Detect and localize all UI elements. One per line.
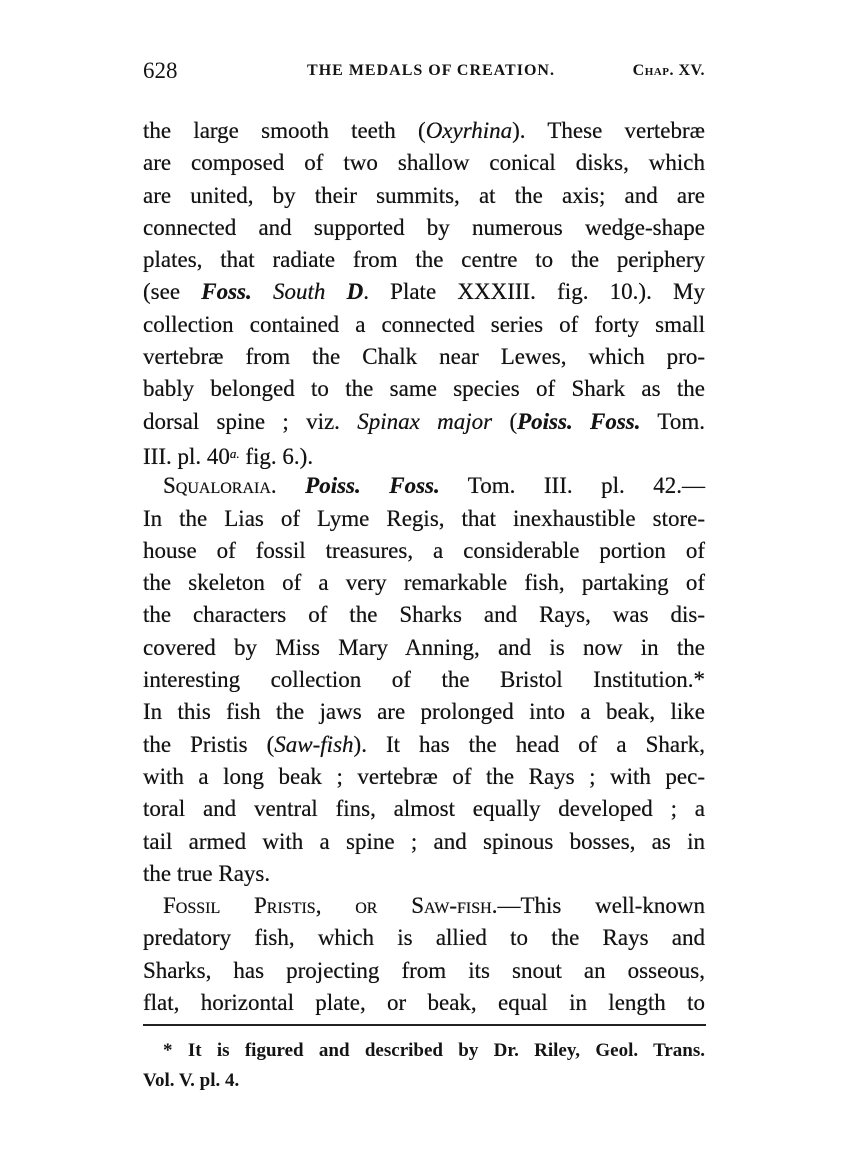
italic-text: Poiss. Foss. bbox=[305, 473, 440, 499]
text-line bbox=[143, 1036, 705, 1066]
text-run: vertebræ from the Chalk near Lewes, which pro- bbox=[143, 344, 705, 370]
text-run: bably belonged to the same species of Shark as the bbox=[143, 376, 705, 402]
text-line bbox=[143, 309, 705, 341]
text-run: the Pristis ( bbox=[143, 731, 275, 757]
text-run: the characters of the Sharks and Rays, was dis- bbox=[143, 602, 705, 628]
small-caps-heading: Squaloraia. bbox=[163, 473, 277, 499]
text-line bbox=[143, 341, 705, 373]
text-run: with a long beak ; vertebræ of the Rays ; with pec- bbox=[143, 763, 705, 789]
text-run: . Plate XXXIII. fig. 10.). My bbox=[363, 279, 705, 305]
text-line bbox=[143, 535, 705, 567]
text-run: ). These vertebræ bbox=[512, 118, 705, 143]
footnote bbox=[143, 1036, 705, 1096]
text-line bbox=[143, 373, 705, 405]
text-line bbox=[143, 664, 705, 696]
italic-text: South bbox=[272, 279, 326, 305]
text-run bbox=[252, 279, 273, 304]
text-run: plates, that radiate from the centre to the periphery bbox=[143, 247, 705, 273]
text-line bbox=[143, 212, 705, 244]
text-run: Vol. V. pl. 4. bbox=[143, 1070, 240, 1091]
text-line bbox=[143, 276, 705, 308]
text-line bbox=[143, 1066, 705, 1096]
text-line bbox=[143, 761, 705, 793]
text-line bbox=[143, 180, 705, 212]
text-run: collection contained a connected series of forty small bbox=[143, 311, 705, 337]
text-run: are united, by their summits, at the axis; and are bbox=[143, 182, 705, 208]
text-line bbox=[143, 406, 705, 438]
text-run: In the Lias of Lyme Regis, that inexhaustible store- bbox=[143, 505, 705, 531]
superscript: a. bbox=[229, 445, 240, 461]
italic-text: Spinax major bbox=[357, 408, 493, 434]
text-line bbox=[143, 729, 705, 761]
text-run: Sharks, has projecting from its snout an osseous, bbox=[143, 957, 705, 983]
text-line bbox=[143, 696, 705, 728]
text-line bbox=[143, 890, 705, 922]
text-run: (see bbox=[143, 279, 202, 305]
text-line bbox=[143, 244, 705, 276]
text-run: Tom. bbox=[640, 408, 705, 434]
text-run: ( bbox=[492, 408, 518, 434]
text-line bbox=[143, 793, 705, 825]
text-line bbox=[143, 826, 705, 858]
text-line bbox=[143, 632, 705, 664]
text-run: III. pl. 40 bbox=[143, 443, 230, 469]
text-run: interesting collection of the Bristol Institution.* bbox=[143, 667, 705, 693]
italic-text: Oxyrhina bbox=[425, 118, 513, 143]
text-run: are composed of two shallow conical disks, which bbox=[143, 150, 705, 176]
text-run: the true Rays. bbox=[143, 860, 271, 886]
text-run: Tom. III. pl. 42.— bbox=[439, 473, 705, 499]
text-run: toral and ventral fins, almost equally developed ; a bbox=[143, 796, 705, 822]
running-header bbox=[143, 58, 705, 88]
text-run: house of fossil treasures, a considerable portion of bbox=[143, 537, 705, 563]
running-title: THE MEDALS OF CREATION. bbox=[307, 62, 555, 79]
text-run: the skeleton of a very remarkable fish, partaking of bbox=[143, 570, 705, 596]
chapter-label: Chap. XV. bbox=[632, 62, 705, 79]
text-line bbox=[143, 147, 705, 179]
text-run: connected and supported by numerous wedge-shape bbox=[143, 214, 705, 240]
body-text bbox=[143, 115, 705, 1019]
text-line bbox=[143, 599, 705, 631]
text-line bbox=[143, 470, 705, 502]
text-run bbox=[325, 279, 346, 304]
italic-text: D bbox=[346, 279, 364, 305]
text-line bbox=[143, 858, 705, 890]
text-run: fig. 6.). bbox=[239, 443, 314, 469]
text-line bbox=[143, 922, 705, 954]
text-run: predatory fish, which is allied to the Rays and bbox=[143, 925, 705, 951]
text-run bbox=[277, 473, 306, 498]
text-line bbox=[143, 987, 705, 1019]
text-run: ). It has the head of a Shark, bbox=[353, 731, 705, 757]
text-run: dorsal spine ; viz. bbox=[143, 408, 358, 434]
page-number: 628 bbox=[143, 58, 178, 83]
text-line bbox=[143, 115, 705, 147]
small-caps-heading: Fossil Pristis, or Saw-fish. bbox=[163, 893, 498, 919]
text-run: flat, horizontal plate, or beak, equal in length to bbox=[143, 990, 705, 1016]
italic-text: Foss. bbox=[201, 279, 252, 305]
text-run: tail armed with a spine ; and spinous bosses, as in bbox=[143, 828, 705, 854]
italic-text: Poiss. Foss. bbox=[517, 408, 641, 434]
text-run: the large smooth teeth ( bbox=[143, 118, 426, 143]
text-line bbox=[143, 503, 705, 535]
footnote-rule bbox=[143, 1024, 706, 1026]
text-line bbox=[143, 567, 705, 599]
text-run: In this fish the jaws are prolonged into a beak, like bbox=[143, 699, 705, 725]
text-line bbox=[143, 955, 705, 987]
text-line bbox=[143, 438, 705, 470]
text-run: * It is figured and described by Dr. Riley, Geol. Trans. bbox=[163, 1040, 705, 1061]
italic-text: Saw-fish bbox=[274, 731, 354, 757]
text-run: covered by Miss Mary Anning, and is now in the bbox=[143, 634, 705, 660]
text-run: —This well-known bbox=[497, 893, 705, 919]
